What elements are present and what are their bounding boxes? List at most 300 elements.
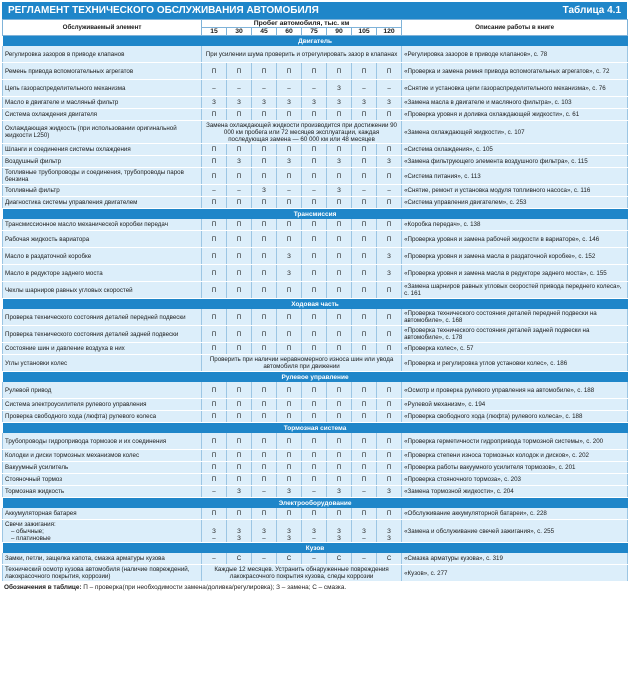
interval-cell: П — [252, 462, 277, 474]
interval-cell: П — [227, 508, 252, 520]
interval-cell: П — [252, 156, 277, 168]
interval-cell: П — [352, 156, 377, 168]
interval-cell: П — [227, 265, 252, 282]
book-reference: «Кузов», с. 277 — [402, 565, 628, 582]
col-header-km: 15 — [202, 28, 227, 36]
interval-subvalue: З — [287, 527, 291, 535]
book-reference: «Осмотр и проверка рулевого управления на автомобиле», с. 188 — [402, 382, 628, 399]
element-label: Ремень привода вспомогательных агрегатов — [3, 63, 202, 80]
interval-cell: П — [327, 197, 352, 209]
col-header-km: 105 — [352, 28, 377, 36]
interval-cell: П — [377, 231, 402, 248]
interval-subvalue: З — [337, 534, 341, 542]
interval-cell: – — [202, 80, 227, 97]
interval-cell: П — [227, 63, 252, 80]
book-reference: «Замена и обслуживание свечей зажигания», с. 255 — [402, 520, 628, 543]
interval-cell: П — [327, 474, 352, 486]
section-title: Трансмиссия — [3, 209, 628, 220]
interval-cell: П — [252, 450, 277, 462]
interval-cell: П — [302, 382, 327, 399]
element-label: Воздушный фильтр — [3, 156, 202, 168]
interval-cell: П — [202, 197, 227, 209]
interval-cell: П — [302, 508, 327, 520]
interval-cell: П — [277, 309, 302, 326]
interval-cell: П — [327, 168, 352, 185]
table-row — [3, 219, 628, 231]
book-reference: «Обслуживание аккумуляторной батареи», с. 228 — [402, 508, 628, 520]
interval-cell: П — [327, 309, 352, 326]
interval-cell: П — [377, 474, 402, 486]
interval-cell: П — [252, 144, 277, 156]
element-label: Проверка свободного хода (люфта) рулевого колеса — [3, 411, 202, 423]
book-reference: «Проверка степени износа тормозных колодок и дисков», с. 202 — [402, 450, 628, 462]
interval-subvalue: З — [287, 534, 291, 542]
maintenance-table — [2, 19, 628, 582]
interval-cell: П — [377, 326, 402, 343]
interval-cell: – — [252, 80, 277, 97]
interval-subvalue: З — [237, 534, 241, 542]
element-label: Масло в двигателе и масляный фильтр — [3, 97, 202, 109]
interval-cell: П — [227, 474, 252, 486]
interval-cell: П — [327, 450, 352, 462]
interval-cell: П — [277, 144, 302, 156]
interval-cell: – — [352, 185, 377, 197]
interval-cell — [252, 520, 277, 543]
table-row — [3, 185, 628, 197]
interval-subvalue: З — [212, 527, 216, 535]
interval-cell: П — [202, 282, 227, 299]
col-header-mileage: Пробег автомобиля, тыс. км — [202, 20, 402, 28]
col-header-km: 75 — [302, 28, 327, 36]
interval-cell: П — [377, 168, 402, 185]
element-label: Стояночный тормоз — [3, 474, 202, 486]
interval-cell: П — [302, 197, 327, 209]
interval-cell: – — [352, 486, 377, 498]
interval-cell: П — [202, 248, 227, 265]
interval-cell: П — [227, 382, 252, 399]
table-row — [3, 109, 628, 121]
interval-cell: П — [327, 462, 352, 474]
interval-cell: З — [277, 265, 302, 282]
interval-cell: – — [277, 185, 302, 197]
col-header-km: 120 — [377, 28, 402, 36]
interval-cell: П — [227, 144, 252, 156]
interval-cell: С — [227, 553, 252, 565]
interval-cell: П — [352, 474, 377, 486]
element-sublabel: – обычные; — [11, 527, 44, 535]
interval-subvalue: З — [262, 527, 266, 535]
interval-cell: П — [352, 326, 377, 343]
book-reference: «Замена шарниров равных угловых скоростей привода переднего колеса», с. 161 — [402, 282, 628, 299]
interval-cell: П — [327, 144, 352, 156]
interval-cell: З — [377, 486, 402, 498]
interval-cell: П — [202, 144, 227, 156]
book-reference: «Проверка работы вакуумного усилителя тормозов», с. 201 — [402, 462, 628, 474]
section-title: Кузов — [3, 543, 628, 554]
interval-cell: П — [252, 326, 277, 343]
interval-cell: З — [377, 97, 402, 109]
legend-text: П – проверка(при необходимости замена/доливка/регулировка); З – замена; С – смазка. — [83, 584, 347, 591]
interval-cell: П — [277, 282, 302, 299]
element-label: Шланги и соединения системы охлаждения — [3, 144, 202, 156]
interval-cell: П — [252, 109, 277, 121]
interval-cell: П — [277, 450, 302, 462]
book-reference: «Проверка свободного хода (люфта) рулевого колеса», с. 188 — [402, 411, 628, 423]
interval-cell: П — [252, 508, 277, 520]
table-row — [3, 520, 628, 543]
interval-cell: П — [377, 144, 402, 156]
interval-cell: П — [352, 508, 377, 520]
interval-cell: – — [252, 486, 277, 498]
interval-cell: П — [352, 265, 377, 282]
table-row — [3, 411, 628, 423]
interval-cell: П — [302, 231, 327, 248]
section-title: Тормозная система — [3, 423, 628, 434]
interval-cell: П — [277, 219, 302, 231]
table-row — [3, 63, 628, 80]
section-header — [3, 299, 628, 310]
interval-cell: П — [277, 508, 302, 520]
table-row — [3, 486, 628, 498]
interval-cell: П — [352, 450, 377, 462]
table-row — [3, 382, 628, 399]
interval-cell: П — [327, 382, 352, 399]
interval-cell: – — [302, 553, 327, 565]
interval-cell: П — [227, 343, 252, 355]
element-label: Рабочая жидкость вариатора — [3, 231, 202, 248]
interval-cell: З — [277, 248, 302, 265]
interval-subvalue: З — [387, 527, 391, 535]
element-label: Проверка технического состояния деталей задней подвески — [3, 326, 202, 343]
table-row — [3, 197, 628, 209]
interval-cell: П — [277, 474, 302, 486]
legend — [2, 584, 627, 591]
element-label: Тормозная жидкость — [3, 486, 202, 498]
interval-cell: П — [227, 282, 252, 299]
interval-cell — [352, 520, 377, 543]
element-label-main: Свечи зажигания: — [5, 520, 56, 528]
interval-cell: П — [302, 156, 327, 168]
interval-cell: П — [252, 474, 277, 486]
interval-cell: – — [227, 80, 252, 97]
interval-cell: П — [227, 411, 252, 423]
interval-cell: З — [227, 486, 252, 498]
section-header — [3, 498, 628, 509]
table-row — [3, 282, 628, 299]
interval-cell: П — [277, 231, 302, 248]
interval-cell: П — [202, 508, 227, 520]
element-label: Чехлы шарниров равных угловых скоростей — [3, 282, 202, 299]
table-row — [3, 326, 628, 343]
interval-cell: П — [252, 399, 277, 411]
interval-cell: П — [302, 462, 327, 474]
interval-cell: П — [227, 109, 252, 121]
book-reference: «Проверка уровня и замена рабочей жидкости в вариаторе», с. 146 — [402, 231, 628, 248]
interval-cell: П — [252, 231, 277, 248]
interval-cell: П — [302, 450, 327, 462]
element-label: Технический осмотр кузова автомобиля (наличие повреждений, лакокрасочного покрытия, коррозии) — [3, 565, 202, 582]
interval-cell: – — [202, 553, 227, 565]
interval-cell: П — [327, 411, 352, 423]
interval-subvalue: З — [362, 527, 366, 535]
interval-cell: П — [352, 63, 377, 80]
section-header — [3, 36, 628, 47]
interval-cell: П — [202, 462, 227, 474]
table-row — [3, 433, 628, 450]
interval-cell: П — [377, 411, 402, 423]
interval-cell: П — [377, 399, 402, 411]
interval-cell: П — [252, 265, 277, 282]
section-header — [3, 543, 628, 554]
table-row — [3, 121, 628, 144]
table-row — [3, 168, 628, 185]
element-label: Диагностика системы управления двигателем — [3, 197, 202, 209]
interval-cell: П — [227, 326, 252, 343]
interval-cell: П — [277, 197, 302, 209]
element-label: Топливные трубопроводы и соединения, трубопроводы паров бензина — [3, 168, 202, 185]
interval-subvalue: З — [387, 534, 391, 542]
table-row — [3, 97, 628, 109]
table-row — [3, 508, 628, 520]
table-title-bar — [2, 2, 627, 19]
book-reference: «Проверка и замена ремня привода вспомогательных агрегатов», с. 72 — [402, 63, 628, 80]
interval-cell: П — [252, 63, 277, 80]
interval-cell: П — [352, 231, 377, 248]
table-row — [3, 46, 628, 63]
interval-cell: П — [327, 248, 352, 265]
interval-cell: – — [202, 185, 227, 197]
interval-cell: З — [277, 97, 302, 109]
element-label: Масло в редукторе заднего моста — [3, 265, 202, 282]
interval-cell: – — [302, 185, 327, 197]
interval-subvalue: З — [312, 527, 316, 535]
interval-cell: П — [202, 109, 227, 121]
interval-subvalue: – — [262, 534, 266, 542]
interval-cell: П — [277, 63, 302, 80]
interval-cell: П — [277, 382, 302, 399]
interval-cell: П — [302, 248, 327, 265]
interval-cell: П — [277, 433, 302, 450]
interval-cell: П — [277, 326, 302, 343]
table-row — [3, 553, 628, 565]
section-header — [3, 209, 628, 220]
interval-cell: П — [377, 343, 402, 355]
interval-cell: П — [377, 197, 402, 209]
table-number: Таблица 4.1 — [562, 5, 621, 16]
interval-cell: П — [327, 326, 352, 343]
interval-cell: П — [202, 309, 227, 326]
element-label: Цепь газораспределительного механизма — [3, 80, 202, 97]
interval-cell: П — [377, 462, 402, 474]
book-reference: «Замена тормозной жидкости», с. 204 — [402, 486, 628, 498]
interval-cell: П — [252, 282, 277, 299]
interval-cell: П — [302, 309, 327, 326]
book-reference: «Проверка колес», с. 57 — [402, 343, 628, 355]
interval-cell: П — [377, 63, 402, 80]
book-reference: «Замена масла в двигателе и масляного фильтра», с. 103 — [402, 97, 628, 109]
interval-cell: – — [352, 80, 377, 97]
element-label: Углы установки колес — [3, 355, 202, 372]
element-label: Аккумуляторная батарея — [3, 508, 202, 520]
element-label: Колодки и диски тормозных механизмов колес — [3, 450, 202, 462]
interval-cell: – — [277, 80, 302, 97]
document-title: РЕГЛАМЕНТ ТЕХНИЧЕСКОГО ОБСЛУЖИВАНИЯ АВТОМОБИЛЯ — [8, 5, 319, 16]
element-label: Состояние шин и давление воздуха в них — [3, 343, 202, 355]
interval-cell: – — [202, 486, 227, 498]
interval-cell: П — [352, 144, 377, 156]
element-label: Вакуумный усилитель — [3, 462, 202, 474]
interval-cell: П — [302, 411, 327, 423]
interval-cell: П — [377, 309, 402, 326]
interval-cell: П — [377, 433, 402, 450]
interval-cell: П — [327, 282, 352, 299]
table-row — [3, 309, 628, 326]
interval-cell: П — [252, 168, 277, 185]
interval-cell: П — [252, 343, 277, 355]
interval-note: Замена охлаждающей жидкости производится при достижении 90 000 км пробега или 72 месяцев эксплуатации, каждая последующая замена — 60 000 км или 48 месяцев — [202, 121, 402, 144]
legend-label: Обозначения в таблице: — [4, 584, 82, 591]
interval-cell: П — [377, 219, 402, 231]
interval-cell: З — [327, 185, 352, 197]
interval-cell: П — [202, 168, 227, 185]
interval-cell: П — [302, 343, 327, 355]
interval-cell: П — [377, 109, 402, 121]
interval-cell: П — [227, 197, 252, 209]
interval-cell: П — [202, 265, 227, 282]
interval-cell: П — [352, 343, 377, 355]
book-reference: «Проверка уровня и замена масла в раздаточной коробке», с. 152 — [402, 248, 628, 265]
interval-cell: П — [202, 450, 227, 462]
interval-cell: П — [302, 219, 327, 231]
interval-cell: П — [227, 399, 252, 411]
col-header-km: 45 — [252, 28, 277, 36]
interval-cell: П — [202, 343, 227, 355]
interval-cell: П — [227, 433, 252, 450]
interval-cell: П — [202, 433, 227, 450]
interval-cell: П — [302, 326, 327, 343]
interval-cell: П — [277, 343, 302, 355]
col-header-km: 90 — [327, 28, 352, 36]
interval-cell: З — [377, 265, 402, 282]
book-reference: «Система охлаждения», с. 105 — [402, 144, 628, 156]
interval-cell: П — [352, 411, 377, 423]
interval-subvalue: – — [312, 534, 316, 542]
interval-cell: – — [377, 185, 402, 197]
interval-cell: П — [202, 382, 227, 399]
element-label: Система электроусилителя рулевого управления — [3, 399, 202, 411]
interval-cell: П — [202, 156, 227, 168]
interval-cell: П — [202, 399, 227, 411]
section-title: Двигатель — [3, 36, 628, 47]
interval-cell — [227, 520, 252, 543]
interval-cell: П — [252, 382, 277, 399]
interval-cell: П — [302, 109, 327, 121]
element-label: Охлаждающая жидкость (при использовании оригинальной жидкости L250) — [3, 121, 202, 144]
interval-cell: П — [252, 219, 277, 231]
element-label: Замки, петли, защелка капота, смазка арматуры кузова — [3, 553, 202, 565]
book-reference: «Проверка технического состояния деталей задней подвески на автомобиле», с. 178 — [402, 326, 628, 343]
interval-cell: П — [352, 309, 377, 326]
interval-subvalue: – — [212, 534, 216, 542]
interval-cell: П — [377, 382, 402, 399]
interval-cell: З — [277, 486, 302, 498]
interval-cell: П — [327, 231, 352, 248]
interval-cell: П — [202, 63, 227, 80]
book-reference: «Замена фильтрующего элемента воздушного фильтра», с. 115 — [402, 156, 628, 168]
element-label: Трансмиссионное масло механической коробки передач — [3, 219, 202, 231]
interval-cell: – — [302, 486, 327, 498]
interval-cell: П — [252, 411, 277, 423]
interval-cell: П — [302, 433, 327, 450]
col-header-km: 60 — [277, 28, 302, 36]
col-header-desc: Описание работы в книге — [402, 20, 628, 36]
book-reference: «Проверка уровня и замена масла в редукторе заднего моста», с. 155 — [402, 265, 628, 282]
interval-cell: П — [277, 462, 302, 474]
interval-cell: П — [202, 411, 227, 423]
interval-cell: П — [302, 265, 327, 282]
interval-cell: П — [327, 265, 352, 282]
interval-cell: П — [327, 109, 352, 121]
interval-cell: П — [202, 231, 227, 248]
interval-cell: П — [227, 450, 252, 462]
interval-cell: П — [377, 450, 402, 462]
interval-cell: З — [327, 97, 352, 109]
book-reference: «Коробка передач», с. 138 — [402, 219, 628, 231]
interval-cell: – — [377, 80, 402, 97]
interval-cell: П — [202, 219, 227, 231]
interval-cell: П — [352, 219, 377, 231]
interval-cell: П — [377, 508, 402, 520]
interval-cell: З — [377, 156, 402, 168]
interval-cell: П — [352, 282, 377, 299]
book-reference: «Проверка технического состояния деталей передней подвески на автомобиле», с. 168 — [402, 309, 628, 326]
interval-cell: П — [352, 197, 377, 209]
element-label: Регулировка зазоров в приводе клапанов — [3, 46, 202, 63]
element-label: Рулевой привод — [3, 382, 202, 399]
book-reference: «Проверка и регулировка углов установки колес», с. 186 — [402, 355, 628, 372]
section-header — [3, 423, 628, 434]
table-row — [3, 474, 628, 486]
book-reference: «Рулевой механизм», с. 194 — [402, 399, 628, 411]
book-reference: «Снятие и установка цепи газораспределительного механизма», с. 76 — [402, 80, 628, 97]
interval-note: При усилении шума проверить и отрегулировать зазор в клапанах — [202, 46, 402, 63]
interval-cell: П — [227, 309, 252, 326]
interval-cell: П — [202, 326, 227, 343]
interval-cell: П — [302, 144, 327, 156]
section-title: Рулевое управление — [3, 372, 628, 383]
interval-cell: З — [227, 97, 252, 109]
interval-cell — [327, 520, 352, 543]
interval-cell: П — [352, 433, 377, 450]
book-reference: «Снятие, ремонт и установка модуля топливного насоса», с. 116 — [402, 185, 628, 197]
interval-cell: – — [302, 80, 327, 97]
interval-cell: П — [352, 109, 377, 121]
interval-cell: С — [377, 553, 402, 565]
table-row — [3, 248, 628, 265]
element-label: Система охлаждения двигателя — [3, 109, 202, 121]
book-reference: «Система управления двигателем», с. 253 — [402, 197, 628, 209]
interval-cell: З — [352, 97, 377, 109]
interval-cell: П — [227, 248, 252, 265]
element-label: Проверка технического состояния деталей передней подвески — [3, 309, 202, 326]
interval-cell — [377, 520, 402, 543]
interval-cell: С — [327, 553, 352, 565]
interval-cell: П — [352, 382, 377, 399]
book-reference: «Смазка арматуры кузова», с. 319 — [402, 553, 628, 565]
table-row — [3, 565, 628, 582]
table-row — [3, 144, 628, 156]
interval-cell: – — [252, 553, 277, 565]
